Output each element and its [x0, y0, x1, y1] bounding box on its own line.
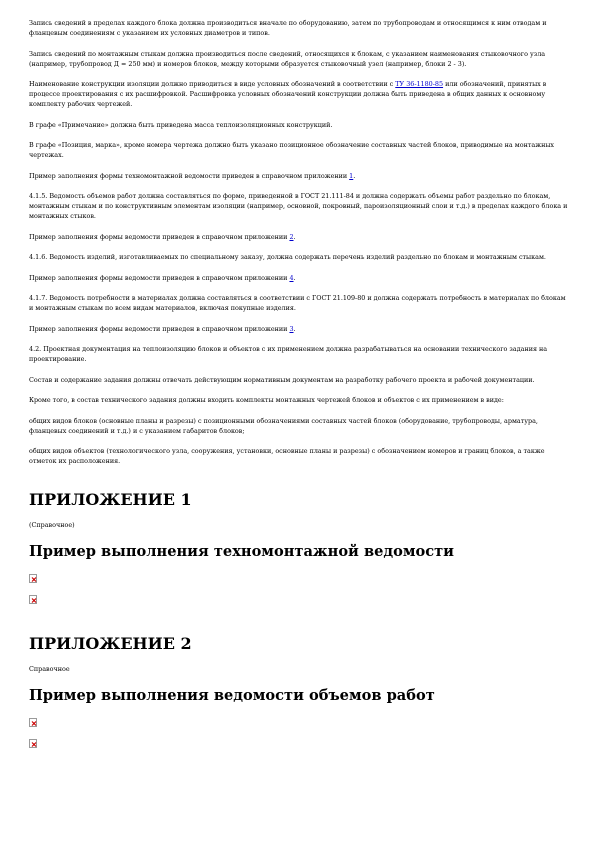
appendix-1-section	[29, 490, 569, 604]
appendix-4-link[interactable]: 4	[289, 273, 294, 282]
paragraph: Пример заполнения формы ведомости приведен в справочном приложении 3.	[29, 324, 296, 333]
paragraph: Запись сведений в пределах каждого блока должна производиться вначале по оборудованию, затем по трубопроводам и относящимся к ним отводам и фланцевым соединениям с указанием их условных диаметров и типов.	[29, 19, 547, 37]
broken-image-icon	[29, 739, 37, 748]
paragraph: общих видов объектов (технологического узла, сооружения, установки, основные планы и разрезы) с обозначением номеров и границ блоков, а также отметок их расположения.	[29, 447, 545, 465]
broken-image-icon	[29, 595, 37, 604]
broken-image-icon	[29, 718, 37, 727]
broken-image-icon	[29, 574, 37, 583]
appendix-1-heading: ПРИЛОЖЕНИЕ 1	[29, 490, 192, 509]
appendix-2-section	[29, 634, 569, 748]
paragraph: Наименование конструкции изоляции должно приводиться в виде условных обозначений в соответствии с ТУ 36-1180-85 или обозначений, принятых в процессе проектирования с их расшифровкой. Расшифровка условных обозначений конструкции должна быть приведена в общих данных к основному комплекту рабочих чертежей.	[29, 80, 547, 108]
paragraph: Кроме того, в состав технического задания должны входить комплекты монтажных чертежей блоков и объектов с их применением в виде:	[29, 396, 504, 404]
paragraph: Пример заполнения формы техномонтажной ведомости приведен в справочном приложении 1.	[29, 171, 356, 180]
paragraph: 4.1.5. Ведомость объемов работ должна составляться по форме, приведенной в ГОСТ 21.111-84 и должна содержать объемы работ раздельно по блокам, монтажным стыкам и по конструктивным элементам изоляции (например, основной, покровный, пароизоляционный слои и т.д.) в пределах каждого блока и монтажных стыков.	[29, 192, 568, 220]
paragraph: Пример заполнения формы ведомости приведен в справочном приложении 4.	[29, 273, 296, 282]
paragraph: В графе «Примечание» должна быть приведена масса теплоизоляционных конструкций.	[29, 120, 333, 129]
appendix-1-note: (Справочное)	[29, 521, 75, 529]
paragraph: Состав и содержание задания должны отвечать действующим нормативным документам на разработку рабочего проекта и рабочей документации.	[29, 375, 535, 384]
body-text	[29, 18, 569, 466]
appendix-1-title: Пример выполнения техномонтажной ведомости	[29, 543, 455, 560]
paragraph: 4.2. Проектная документация на теплоизоляцию блоков и объектов с их применением должна разрабатываться на основании технического задания на проектирование.	[29, 345, 548, 363]
appendix-2-note: Справочное	[29, 665, 70, 673]
appendix-2-title: Пример выполнения ведомости объемов работ	[29, 687, 435, 704]
paragraph: общих видов блоков (основные планы и разрезы) с позиционными обозначениями составных частей блоков (оборудование, трубопроводы, арматура, фланцевых соединений и т.д.) и с указанием габаритов блоков;	[29, 416, 538, 435]
paragraph: Запись сведений по монтажным стыкам должна производиться после сведений, относящихся к блокам, с указанием наименования стыковочного узла (например, трубопровод Д = 250 мм) и номеров блоков, между которыми образуется стыковочный узел (например, блоки 2 - 3).	[29, 49, 546, 68]
paragraph: 4.1.7. Ведомость потребности в материалах должна составляться в соответствии с ГОСТ 21.109-80 и должна содержать потребность в материалах по блокам и монтажным стыкам по всем видам материалов, включая покупные изделия.	[29, 294, 566, 312]
paragraph: В графе «Позиция, марка», кроме номера чертежа должно быть указано позиционное обозначение составных частей блоков, приводимые на монтажных чертежах.	[29, 141, 555, 159]
document-page	[29, 18, 569, 748]
appendix-2-link[interactable]: 2	[289, 232, 294, 241]
paragraph: Пример заполнения формы ведомости приведен в справочном приложении 2.	[29, 232, 296, 241]
appendix-3-link[interactable]: 3	[289, 324, 294, 333]
tu-link[interactable]: ТУ 36-1180-85	[395, 80, 444, 88]
paragraph: 4.1.6. Ведомость изделий, изготавливаемых по специальному заказу, должна содержать перечень изделий раздельно по блокам и монтажным стыкам.	[29, 253, 546, 261]
appendix-2-heading: ПРИЛОЖЕНИЕ 2	[29, 634, 192, 653]
appendix-1-link[interactable]: 1	[349, 171, 354, 180]
